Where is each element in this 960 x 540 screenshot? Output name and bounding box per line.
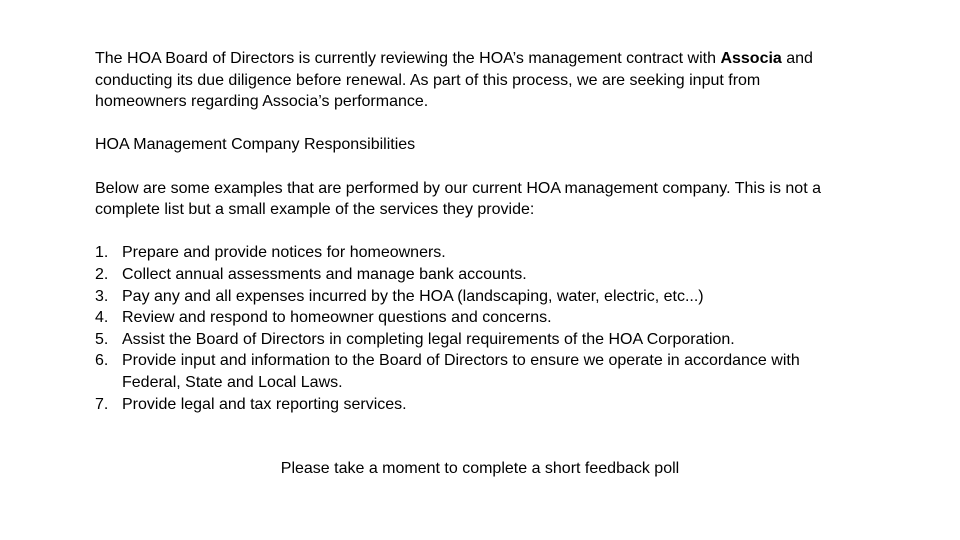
slide-body bbox=[95, 48, 855, 415]
spacer bbox=[95, 156, 855, 178]
section-heading: HOA Management Company Responsibilities bbox=[95, 136, 416, 154]
list-item-number: 4. bbox=[95, 309, 109, 327]
list-item-text: Pay any and all expenses incurred by the HOA (landscaping, water, electric, etc...) bbox=[122, 287, 704, 305]
list-item bbox=[95, 286, 855, 308]
list-item bbox=[95, 329, 855, 351]
spacer bbox=[95, 113, 855, 135]
list-item-number: 1. bbox=[95, 244, 109, 262]
list-item-text: Provide legal and tax reporting services. bbox=[122, 395, 407, 413]
list-item bbox=[95, 242, 855, 264]
intro-text-start: The HOA Board of Directors is currently reviewing the HOA’s management contract with bbox=[95, 50, 721, 67]
intro-text-end: and conducting its due diligence before renewal. As part of this process, we are seeking input from homeowners regarding Associa’s performance. bbox=[95, 50, 813, 111]
list-intro: Below are some examples that are performed by our current HOA management company. This is not a complete list but a small example of the services they provide: bbox=[95, 179, 821, 219]
list-item-text: Collect annual assessments and manage bank accounts. bbox=[122, 265, 527, 283]
list-item-number: 7. bbox=[95, 395, 109, 413]
list-item-number: 3. bbox=[95, 287, 109, 305]
intro-paragraph bbox=[95, 48, 855, 113]
list-item-number: 2. bbox=[95, 265, 109, 283]
list-item-number: 6. bbox=[95, 352, 109, 370]
company-name: Associa bbox=[720, 50, 782, 67]
feedback-poll-prompt: Please take a moment to complete a short feedback poll bbox=[280, 460, 680, 477]
list-item-text: Prepare and provide notices for homeowners. bbox=[122, 244, 446, 262]
list-item bbox=[95, 394, 855, 416]
list-item bbox=[95, 264, 855, 286]
list-item bbox=[95, 350, 855, 393]
list-item-number: 5. bbox=[95, 330, 109, 348]
list-item bbox=[95, 307, 855, 329]
list-item-text: Assist the Board of Directors in completing legal requirements of the HOA Corporation. bbox=[122, 330, 735, 348]
spacer bbox=[95, 221, 855, 243]
list-item-text: Provide input and information to the Board of Directors to ensure we operate in accordance with Federal, State and Local Laws. bbox=[122, 352, 800, 391]
list-item-text: Review and respond to homeowner questions and concerns. bbox=[122, 309, 552, 327]
services-list bbox=[95, 242, 855, 415]
